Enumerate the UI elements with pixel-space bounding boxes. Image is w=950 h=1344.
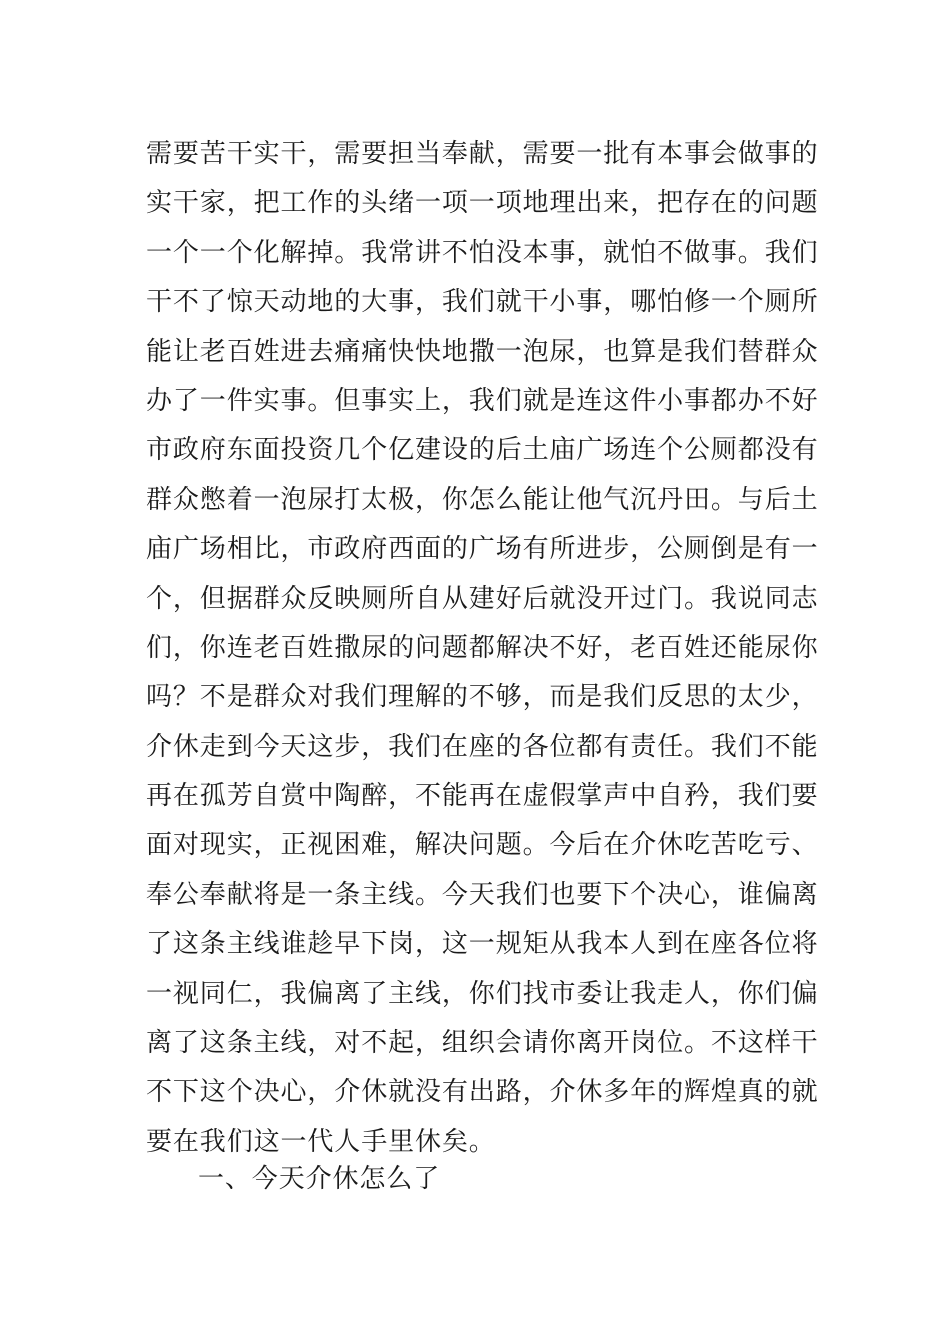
paragraph-line: 个，但据群众反映厕所自从建好后就没开过门。我说同志 [146, 583, 819, 614]
paragraph-line: 了这条主线谁趁早下岗，这一规矩从我本人到在座各位将 [146, 929, 819, 960]
paragraph-line: 奉公奉献将是一条主线。今天我们也要下个决心，谁偏离 [146, 879, 819, 910]
paragraph-line: 介休走到今天这步，我们在座的各位都有责任。我们不能 [146, 731, 819, 762]
paragraph-line: 需要苦干实干，需要担当奉献，需要一批有本事会做事的 [146, 139, 819, 169]
paragraph-line: 实干家，把工作的头绪一项一项地理出来，把存在的问题 [146, 188, 819, 219]
paragraph-line: 群众憋着一泡尿打太极，你怎么能让他气沉丹田。与后土 [146, 484, 819, 515]
paragraph-line: 面对现实，正视困难，解决问题。今后在介休吃苦吃亏、 [146, 830, 819, 861]
paragraph-line: 再在孤芳自赏中陶醉，不能再在虚假掌声中自矜，我们要 [146, 781, 819, 812]
paragraph-line: 要在我们这一代人手里休矣。 [146, 1126, 496, 1157]
paragraph-line: 能让老百姓进去痛痛快快地撒一泡尿，也算是我们替群众 [146, 336, 819, 367]
paragraph-line: 不下这个决心，介休就没有出路，介休多年的辉煌真的就 [146, 1077, 819, 1108]
paragraph-line: 一个一个化解掉。我常讲不怕没本事，就怕不做事。我们 [146, 237, 819, 268]
paragraph-line: 市政府东面投资几个亿建设的后土庙广场连个公厕都没有 [146, 435, 819, 466]
paragraph-line: 们，你连老百姓撒尿的问题都解决不好，老百姓还能尿你 [146, 632, 819, 663]
section-heading: 一、今天介休怎么了 [198, 1164, 441, 1194]
paragraph-line: 离了这条主线，对不起，组织会请你离开岗位。不这样干 [146, 1028, 819, 1059]
paragraph-line: 庙广场相比，市政府西面的广场有所进步，公厕倒是有一 [146, 534, 819, 565]
paragraph-line: 干不了惊天动地的大事，我们就干小事，哪怕修一个厕所 [146, 287, 819, 318]
body-paragraph [146, 130, 819, 1167]
paragraph-line: 办了一件实事。但事实上，我们就是连这件小事都办不好 [146, 385, 819, 416]
paragraph-line: 吗？不是群众对我们理解的不够，而是我们反思的太少， [146, 682, 819, 713]
paragraph-line: 一视同仁，我偏离了主线，你们找市委让我走人，你们偏 [146, 978, 819, 1009]
